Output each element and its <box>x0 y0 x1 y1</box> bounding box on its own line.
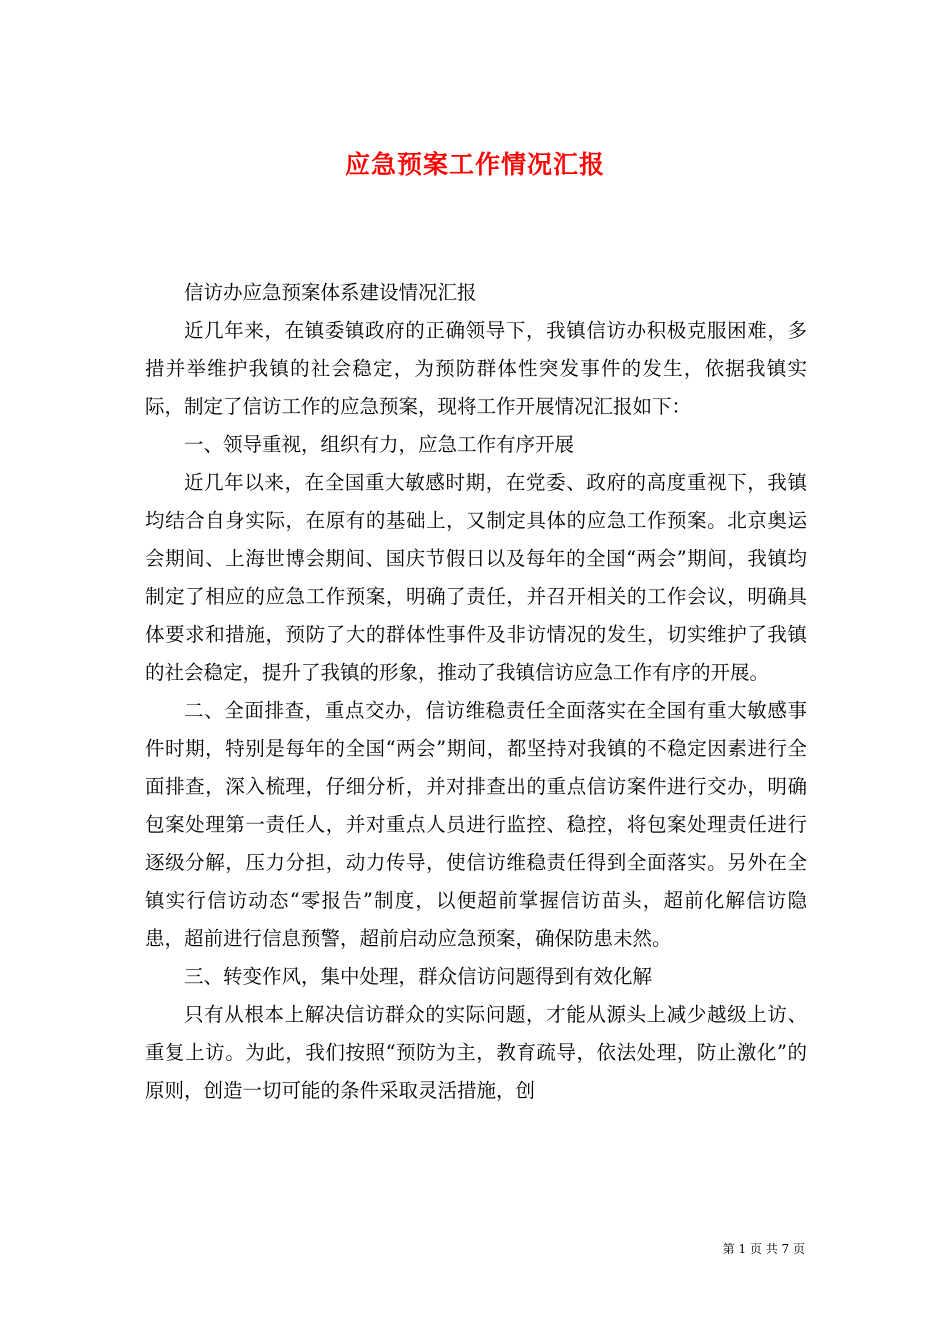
section-heading-1: 一、领导重视，组织有力，应急工作有序开展 <box>184 433 575 456</box>
document-title: 应急预案工作情况汇报 <box>344 149 605 179</box>
paragraph-subtitle: 信访办应急预案体系建设情况汇报 <box>184 281 477 304</box>
paragraph-section-1: 近几年以来，在全国重大敏感时期，在党委、政府的高度重视下，我镇均结合自身实际，在原有的基础上，又制定具体的应急工作预案。北京奥运会期间、上海世博会期间、国庆节假日以及每年的全国“两会”期间，我镇均制定了相应的应急工作预案，明确了责任，并召开相关的工作会议，明确具体要求和措施，预防了大的群体性事件及非访情况的发生，切实维护了我镇的社会稳定，提升了我镇的形象，推动了我镇信访应急工作有序的开展。 <box>145 471 807 684</box>
paragraph-intro: 近几年来，在镇委镇政府的正确领导下，我镇信访办积极克服困难，多措并举维护我镇的社会稳定，为预防群体性突发事件的发生，依据我镇实际，制定了信访工作的应急预案，现将工作开展情况汇报如下： <box>145 319 807 418</box>
paragraph-section-3: 只有从根本上解决信访群众的实际问题，才能从源头上减少越级上访、重复上访。为此，我们按照“预防为主，教育疏导，依法处理，防止激化”的原则，创造一切可能的条件采取灵活措施，创 <box>145 1003 807 1102</box>
document-body <box>145 274 807 1110</box>
paragraph-section-2: 二、全面排查，重点交办，信访维稳责任全面落实在全国有重大敏感事件时期，特别是每年的全国“两会”期间，都坚持对我镇的不稳定因素进行全面排查，深入梳理，仔细分析，并对排查出的重点信访案件进行交办，明确包案处理第一责任人，并对重点人员进行监控、稳控，将包案处理责任进行逐级分解，压力分担，动力传导，使信访维稳责任得到全面落实。另外在全镇实行信访动态“零报告”制度，以便超前掌握信访苗头，超前化解信访隐患，超前进行信息预警，超前启动应急预案，确保防患未然。 <box>145 699 807 950</box>
section-heading-3: 三、转变作风，集中处理，群众信访问题得到有效化解 <box>184 965 653 988</box>
page-number-footer: 第 1 页 共 7 页 <box>722 1242 805 1256</box>
